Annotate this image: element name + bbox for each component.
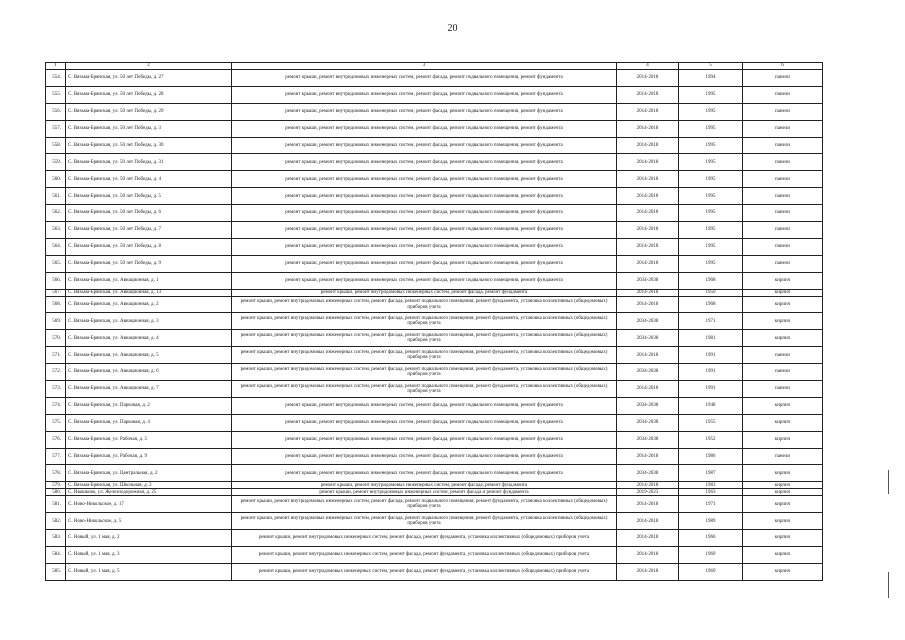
- row-work-types: ремонт крыши, ремонт внутридомовых инженерных систем, ремонт фасада, ремонт подвального помещения, ремонт фундамента: [232, 238, 617, 255]
- row-wall-material: панели: [743, 448, 823, 465]
- row-wall-material: кирпич: [743, 330, 823, 347]
- row-address: С. Вязьма-Брянская, ул. 50 лет Победы, д. 29: [66, 103, 232, 120]
- row-year: 1969: [679, 563, 743, 580]
- row-work-types: ремонт крыши, ремонт внутридомовых инженерных систем, ремонт фасада, ремонт фундамента, установка коллективных (общедомовых) приборов учета: [232, 530, 617, 547]
- row-period: 2034-2038: [617, 272, 679, 289]
- row-work-types: ремонт крыши, ремонт внутридомовых инженерных систем, ремонт фасада, ремонт фундамента, установка коллективных (общедомовых) приборов учета: [232, 563, 617, 580]
- row-number: 580.: [46, 489, 66, 496]
- row-address: С. Вязьма-Брянская, ул. 50 лет Победы, д. 8: [66, 238, 232, 255]
- row-work-types: ремонт крыши, ремонт внутридомовых инженерных систем, ремонт фасада, ремонт подвального помещения, ремонт фундамента, установка коллективных (общедомовых) приборов учета: [232, 496, 617, 513]
- row-number: 554.: [46, 70, 66, 87]
- row-address: С. Вязьма-Брянская, ул. 50 лет Победы, д. 4: [66, 171, 232, 188]
- table-row: [46, 296, 823, 313]
- page-number: 20: [447, 23, 458, 34]
- table-row: [46, 137, 823, 154]
- row-wall-material: кирпич: [743, 431, 823, 448]
- row-period: 2014-2018: [617, 563, 679, 580]
- row-wall-material: панели: [743, 120, 823, 137]
- row-work-types: ремонт крыши, ремонт внутридомовых инженерных систем, ремонт фасада, ремонт подвального помещения, ремонт фундамента: [232, 86, 617, 103]
- row-number: 562.: [46, 205, 66, 222]
- row-year: 1995: [679, 154, 743, 171]
- row-address: С. Вязьма-Брянская, ул. 50 лет Победы, д. 27: [66, 70, 232, 87]
- row-number: 578.: [46, 465, 66, 482]
- table-row: [46, 86, 823, 103]
- row-year: 1991: [679, 364, 743, 381]
- table-row: [46, 330, 823, 347]
- row-address: С. Вязьма-Брянская, ул. 50 лет Победы, д. 5: [66, 188, 232, 205]
- table-row: [46, 513, 823, 530]
- row-period: 2014-2018: [617, 120, 679, 137]
- header-row: [46, 63, 823, 70]
- row-wall-material: кирпич: [743, 313, 823, 330]
- row-period: 2014-2018: [617, 154, 679, 171]
- col-header-number: 1: [46, 63, 66, 70]
- col-header-period: 4: [617, 63, 679, 70]
- table-row: [46, 347, 823, 364]
- row-wall-material: кирпич: [743, 296, 823, 313]
- row-address: С. Вязьма-Брянская, ул. Авиационная, д. 13: [66, 289, 232, 296]
- col-header-work: 3: [232, 63, 617, 70]
- row-period: 2014-2018: [617, 222, 679, 239]
- row-number: 556.: [46, 103, 66, 120]
- row-year: 1955: [679, 414, 743, 431]
- row-number: 568.: [46, 296, 66, 313]
- row-address: С. Вязьма-Брянская, ул. Авиационная, д. 4: [66, 330, 232, 347]
- row-period: 2034-2038: [617, 397, 679, 414]
- row-wall-material: панели: [743, 103, 823, 120]
- row-year: 1986: [679, 448, 743, 465]
- row-work-types: ремонт крыши, ремонт внутридомовых инженерных систем, ремонт фасада, ремонт подвального помещения, ремонт фундамента: [232, 414, 617, 431]
- row-year: 1968: [679, 272, 743, 289]
- row-address: С. Вязьма-Брянская, ул. Рабочая, д. 5: [66, 431, 232, 448]
- row-work-types: ремонт крыши, ремонт внутридомовых инженерных систем, ремонт фасада, ремонт подвального помещения, ремонт фундамента: [232, 222, 617, 239]
- row-work-types: ремонт крыши, ремонт внутридомовых инженерных систем, ремонт фасада, ремонт подвального помещения, ремонт фундамента, установка коллективных (общедомовых) приборов учета: [232, 381, 617, 398]
- row-wall-material: панели: [743, 154, 823, 171]
- row-number: 558.: [46, 137, 66, 154]
- row-year: 1966: [679, 530, 743, 547]
- row-number: 561.: [46, 188, 66, 205]
- row-year: 1995: [679, 103, 743, 120]
- row-period: 2014-2018: [617, 70, 679, 87]
- table-row: [46, 313, 823, 330]
- row-work-types: ремонт крыши, ремонт внутридомовых инженерных систем, ремонт фасада, ремонт подвального помещения, ремонт фундамента, установка коллективных (общедомовых) приборов учета: [232, 313, 617, 330]
- row-year: 1995: [679, 188, 743, 205]
- row-address: С. Вязьма-Брянская, ул. 50 лет Победы, д. 28: [66, 86, 232, 103]
- row-address: С. Вязьма-Брянская, ул. 50 лет Победы, д. 7: [66, 222, 232, 239]
- row-period: 2014-2018: [617, 171, 679, 188]
- table-row: [46, 222, 823, 239]
- row-work-types: ремонт крыши, ремонт внутридомовых инженерных систем, ремонт фасада, ремонт подвального помещения, ремонт фундамента: [232, 154, 617, 171]
- table-row: [46, 489, 823, 496]
- table-row: [46, 448, 823, 465]
- row-period: 2014-2018: [617, 347, 679, 364]
- table-row: [46, 496, 823, 513]
- table-row: [46, 103, 823, 120]
- table-row: [46, 465, 823, 482]
- row-address: С. Вязьма-Брянская, ул. 50 лет Победы, д. 31: [66, 154, 232, 171]
- row-period: 2014-2018: [617, 482, 679, 489]
- table-row: [46, 381, 823, 398]
- row-wall-material: панели: [743, 188, 823, 205]
- row-number: 575.: [46, 414, 66, 431]
- row-number: 573.: [46, 381, 66, 398]
- row-wall-material: кирпич: [743, 547, 823, 564]
- row-period: 2034-2038: [617, 414, 679, 431]
- row-number: 565.: [46, 255, 66, 272]
- row-period: 2014-2018: [617, 255, 679, 272]
- row-work-types: ремонт крыши, ремонт внутридомовых инженерных систем, ремонт фасада, ремонт подвального помещения, ремонт фундамента, установка коллективных (общедомовых) приборов учета: [232, 330, 617, 347]
- row-address: С. Вязьма-Брянская, ул. 50 лет Победы, д. 30: [66, 137, 232, 154]
- row-period: 2014-2018: [617, 530, 679, 547]
- housing-repair-table: [45, 62, 823, 581]
- row-address: С. Вязьма-Брянская, ул. Авиационная, д. 2: [66, 296, 232, 313]
- row-number: 570.: [46, 330, 66, 347]
- row-wall-material: кирпич: [743, 272, 823, 289]
- row-year: 1987: [679, 465, 743, 482]
- row-number: 584.: [46, 547, 66, 564]
- row-work-types: ремонт крыши, ремонт внутридомовых инженерных систем, ремонт фасада, ремонт подвального помещения, ремонт фундамента: [232, 431, 617, 448]
- row-period: 2014-2018: [617, 205, 679, 222]
- row-number: 582.: [46, 513, 66, 530]
- row-number: 581.: [46, 496, 66, 513]
- row-work-types: ремонт крыши, ремонт внутридомовых инженерных систем, ремонт фасада, ремонт подвального помещения, ремонт фундамента: [232, 397, 617, 414]
- row-period: 2014-2018: [617, 296, 679, 313]
- row-wall-material: панели: [743, 255, 823, 272]
- row-number: 571.: [46, 347, 66, 364]
- table-row: [46, 238, 823, 255]
- row-period: 2014-2018: [617, 103, 679, 120]
- row-address: С. Новый, ул. 1 мая, д. 2: [66, 530, 232, 547]
- row-wall-material: панели: [743, 137, 823, 154]
- row-address: С. Вязьма-Брянская, ул. Парковая, д. 4: [66, 414, 232, 431]
- row-address: С. Вязьма-Брянская, ул. Авиационная, д. 3: [66, 313, 232, 330]
- row-wall-material: кирпич: [743, 489, 823, 496]
- table-row: [46, 154, 823, 171]
- row-work-types: ремонт крыши, ремонт внутридомовых инженерных систем, ремонт фасада, ремонт подвального помещения, ремонт фундамента: [232, 465, 617, 482]
- row-wall-material: панели: [743, 238, 823, 255]
- col-header-address: 2: [66, 63, 232, 70]
- row-work-types: ремонт крыши, ремонт внутридомовых инженерных систем, ремонт фасада и ремонт фундамента: [232, 489, 617, 496]
- row-address: С. Вязьма-Брянская, ул. Центральная, д. 2: [66, 465, 232, 482]
- row-year: 1981: [679, 330, 743, 347]
- col-header-material: 6: [743, 63, 823, 70]
- row-work-types: ремонт крыши, ремонт внутридомовых инженерных систем, ремонт фасада, ремонт подвального помещения, ремонт фундамента: [232, 255, 617, 272]
- row-year: 1969: [679, 547, 743, 564]
- row-work-types: ремонт крыши, ремонт внутридомовых инженерных систем, ремонт фасада, ремонт подвального помещения, ремонт фундамента, установка коллективных (общедомовых) приборов учета: [232, 347, 617, 364]
- row-period: 2014-2018: [617, 86, 679, 103]
- table-row: [46, 563, 823, 580]
- row-work-types: ремонт крыши, ремонт внутридомовых инженерных систем, ремонт фасада, ремонт подвального помещения, ремонт фундамента, установка коллективных (общедомовых) приборов учета: [232, 296, 617, 313]
- row-period: 2034-2038: [617, 364, 679, 381]
- row-year: 1983: [679, 482, 743, 489]
- row-period: 2014-2018: [617, 513, 679, 530]
- row-address: С. Вязьма-Брянская, ул. 50 лет Победы, д. 6: [66, 205, 232, 222]
- row-work-types: ремонт крыши, ремонт внутридомовых инженерных систем, ремонт фасада, ремонт подвального помещения, ремонт фундамента, установка коллективных (общедомовых) приборов учета: [232, 513, 617, 530]
- row-work-types: ремонт крыши, ремонт внутридомовых инженерных систем, ремонт фасада, ремонт подвального помещения, ремонт фундамента: [232, 137, 617, 154]
- margin-mark-upper: [888, 470, 889, 494]
- row-year: 1971: [679, 313, 743, 330]
- row-year: 1994: [679, 70, 743, 87]
- row-number: 585.: [46, 563, 66, 580]
- row-number: 555.: [46, 86, 66, 103]
- row-address: С. Ново-Никольское, д. 17: [66, 496, 232, 513]
- row-number: 557.: [46, 120, 66, 137]
- row-period: 2034-2038: [617, 313, 679, 330]
- row-work-types: ремонт крыши, ремонт внутридомовых инженерных систем, ремонт фасада, ремонт фундамента: [232, 482, 617, 489]
- row-address: С. Вязьма-Брянская, ул. Авиационная, д. 7: [66, 381, 232, 398]
- table-row: [46, 547, 823, 564]
- row-wall-material: панели: [743, 171, 823, 188]
- row-year: 1995: [679, 137, 743, 154]
- row-period: 2014-2018: [617, 496, 679, 513]
- row-address: С. Новый, ул. 1 мая, д. 5: [66, 563, 232, 580]
- row-period: 2019-2023: [617, 489, 679, 496]
- row-number: 559.: [46, 154, 66, 171]
- row-period: 2014-2018: [617, 448, 679, 465]
- row-wall-material: кирпич: [743, 496, 823, 513]
- row-wall-material: панели: [743, 86, 823, 103]
- row-year: 1948: [679, 397, 743, 414]
- row-number: 563.: [46, 222, 66, 239]
- row-work-types: ремонт крыши, ремонт внутридомовых инженерных систем, ремонт фасада, ремонт подвального помещения, ремонт фундамента: [232, 70, 617, 87]
- row-wall-material: кирпич: [743, 289, 823, 296]
- row-year: 1995: [679, 86, 743, 103]
- row-wall-material: кирпич: [743, 397, 823, 414]
- table-row: [46, 482, 823, 489]
- row-period: 2034-2038: [617, 465, 679, 482]
- row-number: 567.: [46, 289, 66, 296]
- row-number: 569.: [46, 313, 66, 330]
- row-number: 576.: [46, 431, 66, 448]
- row-address: С. Ново-Никольское, д. 5: [66, 513, 232, 530]
- row-wall-material: кирпич: [743, 530, 823, 547]
- row-year: 1991: [679, 381, 743, 398]
- row-period: 2014-2018: [617, 238, 679, 255]
- row-work-types: ремонт крыши, ремонт внутридомовых инженерных систем, ремонт фасада, ремонт подвального помещения, ремонт фундамента: [232, 205, 617, 222]
- table-row: [46, 205, 823, 222]
- row-period: 2014-2018: [617, 547, 679, 564]
- table-row: [46, 530, 823, 547]
- row-address: С. Ивашково, ул. Железнодорожная, д. 25: [66, 489, 232, 496]
- row-work-types: ремонт крыши, ремонт внутридомовых инженерных систем, ремонт фасада, ремонт подвального помещения, ремонт фундамента, установка коллективных (общедомовых) приборов учета: [232, 364, 617, 381]
- row-work-types: ремонт крыши, ремонт внутридомовых инженерных систем, ремонт фасада, ремонт подвального помещения, ремонт фундамента: [232, 171, 617, 188]
- row-wall-material: панели: [743, 205, 823, 222]
- row-work-types: ремонт крыши, ремонт внутридомовых инженерных систем, ремонт фасада, ремонт фундамента: [232, 289, 617, 296]
- row-wall-material: панели: [743, 70, 823, 87]
- table-row: [46, 364, 823, 381]
- row-wall-material: кирпич: [743, 465, 823, 482]
- row-period: 2014-2018: [617, 188, 679, 205]
- row-address: С. Вязьма-Брянская, ул. Авиационная, д. 1: [66, 272, 232, 289]
- row-year: 1989: [679, 513, 743, 530]
- row-address: С. Вязьма-Брянская, ул. Рабочая, д. 9: [66, 448, 232, 465]
- row-address: С. Вязьма-Брянская, ул. Школьная, д. 2: [66, 482, 232, 489]
- row-address: С. Вязьма-Брянская, ул. 50 лет Победы, д. 9: [66, 255, 232, 272]
- row-address: С. Вязьма-Брянская, ул. Парковая, д. 2: [66, 397, 232, 414]
- table-row: [46, 171, 823, 188]
- row-number: 566.: [46, 272, 66, 289]
- row-number: 583.: [46, 530, 66, 547]
- row-period: 2034-2038: [617, 431, 679, 448]
- table-row: [46, 289, 823, 296]
- row-work-types: ремонт крыши, ремонт внутридомовых инженерных систем, ремонт фасада, ремонт подвального помещения, ремонт фундамента: [232, 103, 617, 120]
- margin-mark-lower: [888, 572, 889, 598]
- row-year: 1995: [679, 255, 743, 272]
- row-wall-material: кирпич: [743, 563, 823, 580]
- table-row: [46, 272, 823, 289]
- row-year: 1995: [679, 171, 743, 188]
- row-work-types: ремонт крыши, ремонт внутридомовых инженерных систем, ремонт фасада, ремонт фундамента, установка коллективных (общедомовых) приборов учета: [232, 547, 617, 564]
- row-address: С. Вязьма-Брянская, ул. Авиационная, д. 6: [66, 364, 232, 381]
- row-wall-material: кирпич: [743, 513, 823, 530]
- row-address: С. Новый, ул. 1 мая, д. 3: [66, 547, 232, 564]
- row-period: 2014-2018: [617, 381, 679, 398]
- row-number: 577.: [46, 448, 66, 465]
- row-period: 2034-2038: [617, 330, 679, 347]
- table-row: [46, 255, 823, 272]
- row-work-types: ремонт крыши, ремонт внутридомовых инженерных систем, ремонт фасада, ремонт подвального помещения, ремонт фундамента: [232, 188, 617, 205]
- table-row: [46, 431, 823, 448]
- row-number: 579.: [46, 482, 66, 489]
- table-row: [46, 188, 823, 205]
- table-row: [46, 414, 823, 431]
- row-year: 1971: [679, 496, 743, 513]
- row-work-types: ремонт крыши, ремонт внутридомовых инженерных систем, ремонт фасада, ремонт подвального помещения, ремонт фундамента: [232, 272, 617, 289]
- table-row: [46, 397, 823, 414]
- row-number: 572.: [46, 364, 66, 381]
- col-header-year: 5: [679, 63, 743, 70]
- row-number: 560.: [46, 171, 66, 188]
- row-year: 1995: [679, 120, 743, 137]
- row-number: 564.: [46, 238, 66, 255]
- row-year: 1968: [679, 296, 743, 313]
- row-year: 1995: [679, 205, 743, 222]
- row-address: С. Вязьма-Брянская, ул. 50 лет Победы, д. 3: [66, 120, 232, 137]
- row-year: 1952: [679, 431, 743, 448]
- row-year: 1995: [679, 222, 743, 239]
- row-wall-material: кирпич: [743, 414, 823, 431]
- row-address: С. Вязьма-Брянская, ул. Авиационная, д. 5: [66, 347, 232, 364]
- table-row: [46, 120, 823, 137]
- row-wall-material: панели: [743, 364, 823, 381]
- row-work-types: ремонт крыши, ремонт внутридомовых инженерных систем, ремонт фасада, ремонт подвального помещения, ремонт фундамента: [232, 448, 617, 465]
- table-row: [46, 70, 823, 87]
- row-wall-material: кирпич: [743, 482, 823, 489]
- row-number: 574.: [46, 397, 66, 414]
- row-wall-material: панели: [743, 347, 823, 364]
- row-year: 1950: [679, 289, 743, 296]
- row-year: 1963: [679, 489, 743, 496]
- row-year: 1991: [679, 347, 743, 364]
- row-wall-material: панели: [743, 381, 823, 398]
- row-period: 2014-2018: [617, 137, 679, 154]
- row-work-types: ремонт крыши, ремонт внутридомовых инженерных систем, ремонт фасада, ремонт подвального помещения, ремонт фундамента: [232, 120, 617, 137]
- row-wall-material: панели: [743, 222, 823, 239]
- row-year: 1995: [679, 238, 743, 255]
- row-period: 2014-2018: [617, 289, 679, 296]
